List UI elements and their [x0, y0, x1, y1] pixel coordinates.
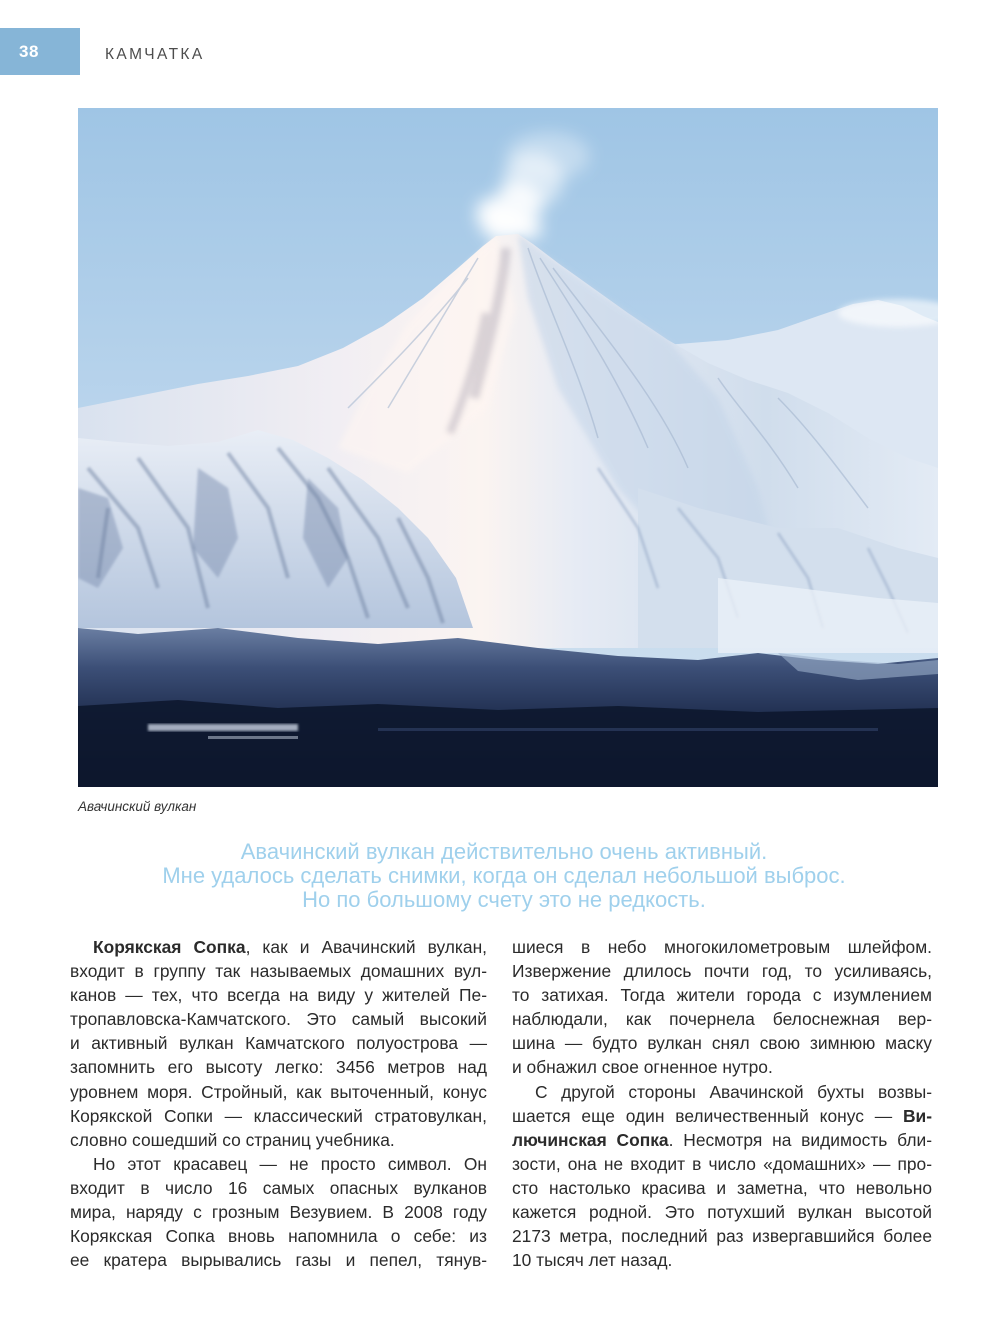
body-line: канов — тех, что всегда на виду у жителей Пе-	[70, 985, 487, 1006]
line-text: , как и Авачинский вулкан,	[245, 937, 488, 957]
body-line: тропавловска-Камчатского. Это самый высокий	[70, 1009, 487, 1030]
line-text: шается еще один величественный конус —	[512, 1105, 903, 1126]
body-line: ее кратера вырывались газы и пепел, тянув-	[70, 1250, 487, 1271]
page-number-box	[0, 28, 80, 75]
bold-term: лючинская Сопка	[512, 1129, 669, 1150]
body-line: входит в число 16 самых опасных вулканов	[70, 1177, 487, 1198]
page-number: 38	[19, 42, 39, 61]
left-column	[70, 935, 487, 1272]
body-line: 2173 метра, последний раз извергавшийся более	[512, 1226, 932, 1247]
pull-quote-line: Но по большому счету это не редкость.	[302, 887, 706, 912]
body-line: запомнить его высоту легко: 3456 метров над	[70, 1057, 487, 1078]
body-line	[512, 1104, 932, 1128]
body-line	[70, 935, 487, 959]
body-line: словно сошедший со страниц учебника.	[70, 1129, 395, 1150]
body-line: 10 тысяч лет назад.	[512, 1250, 673, 1271]
body-line: и обнажил свое огненное нутро.	[512, 1057, 773, 1078]
body-line: наблюдали, как почернела белоснежная вер-	[512, 1009, 932, 1030]
body-line: Корякской Сопки — классический стратовулкан,	[70, 1105, 487, 1126]
body-line: Но этот красавец — не просто символ. Он	[93, 1153, 487, 1174]
body-line: то затихая. Тогда жители города с изумлением	[512, 985, 932, 1006]
body-line: мира, наряду с грозным Везувием. В 2008 году	[70, 1202, 487, 1223]
body-line: Корякская Сопка вновь напомнила о себе: из	[70, 1226, 487, 1247]
right-column	[512, 935, 932, 1272]
photo-caption: Авачинский вулкан	[78, 799, 197, 814]
pull-quote-line: Мне удалось сделать снимки, когда он сделал небольшой выброс.	[162, 863, 846, 888]
body-line: сто настолько красива и заметна, что невольно	[512, 1177, 932, 1198]
body-line: С другой стороны Авачинской бухты возвы-	[535, 1081, 932, 1102]
body-line: шина — будто вулкан снял свою зимнюю маску	[512, 1033, 932, 1054]
section-title: КАМЧАТКА	[105, 46, 205, 63]
body-line: уровнем моря. Стройный, как выточенный, конус	[70, 1081, 487, 1102]
body-line: и активный вулкан Камчатского полуострова —	[70, 1033, 487, 1054]
bold-term: Ви-	[902, 1105, 932, 1126]
pull-quote	[8, 840, 1000, 912]
body-line: кажется родной. Это потухший вулкан высотой	[512, 1202, 932, 1223]
body-line	[512, 1128, 932, 1152]
bold-term: Корякская Сопка	[93, 937, 246, 957]
body-line: зости, она не входит в число «домашних» — про-	[512, 1153, 932, 1174]
line-text: . Несмотря на видимость бли-	[668, 1129, 932, 1150]
pull-quote-line: Авачинский вулкан действительно очень активный.	[240, 839, 768, 864]
body-line: Извержение длилось почти год, то усиливаясь,	[512, 961, 932, 982]
volcano-photo	[78, 108, 938, 787]
body-line: входит в группу так называемых домашних вул-	[70, 961, 487, 982]
body-line: шиеся в небо многокилометровым шлейфом.	[512, 937, 932, 957]
